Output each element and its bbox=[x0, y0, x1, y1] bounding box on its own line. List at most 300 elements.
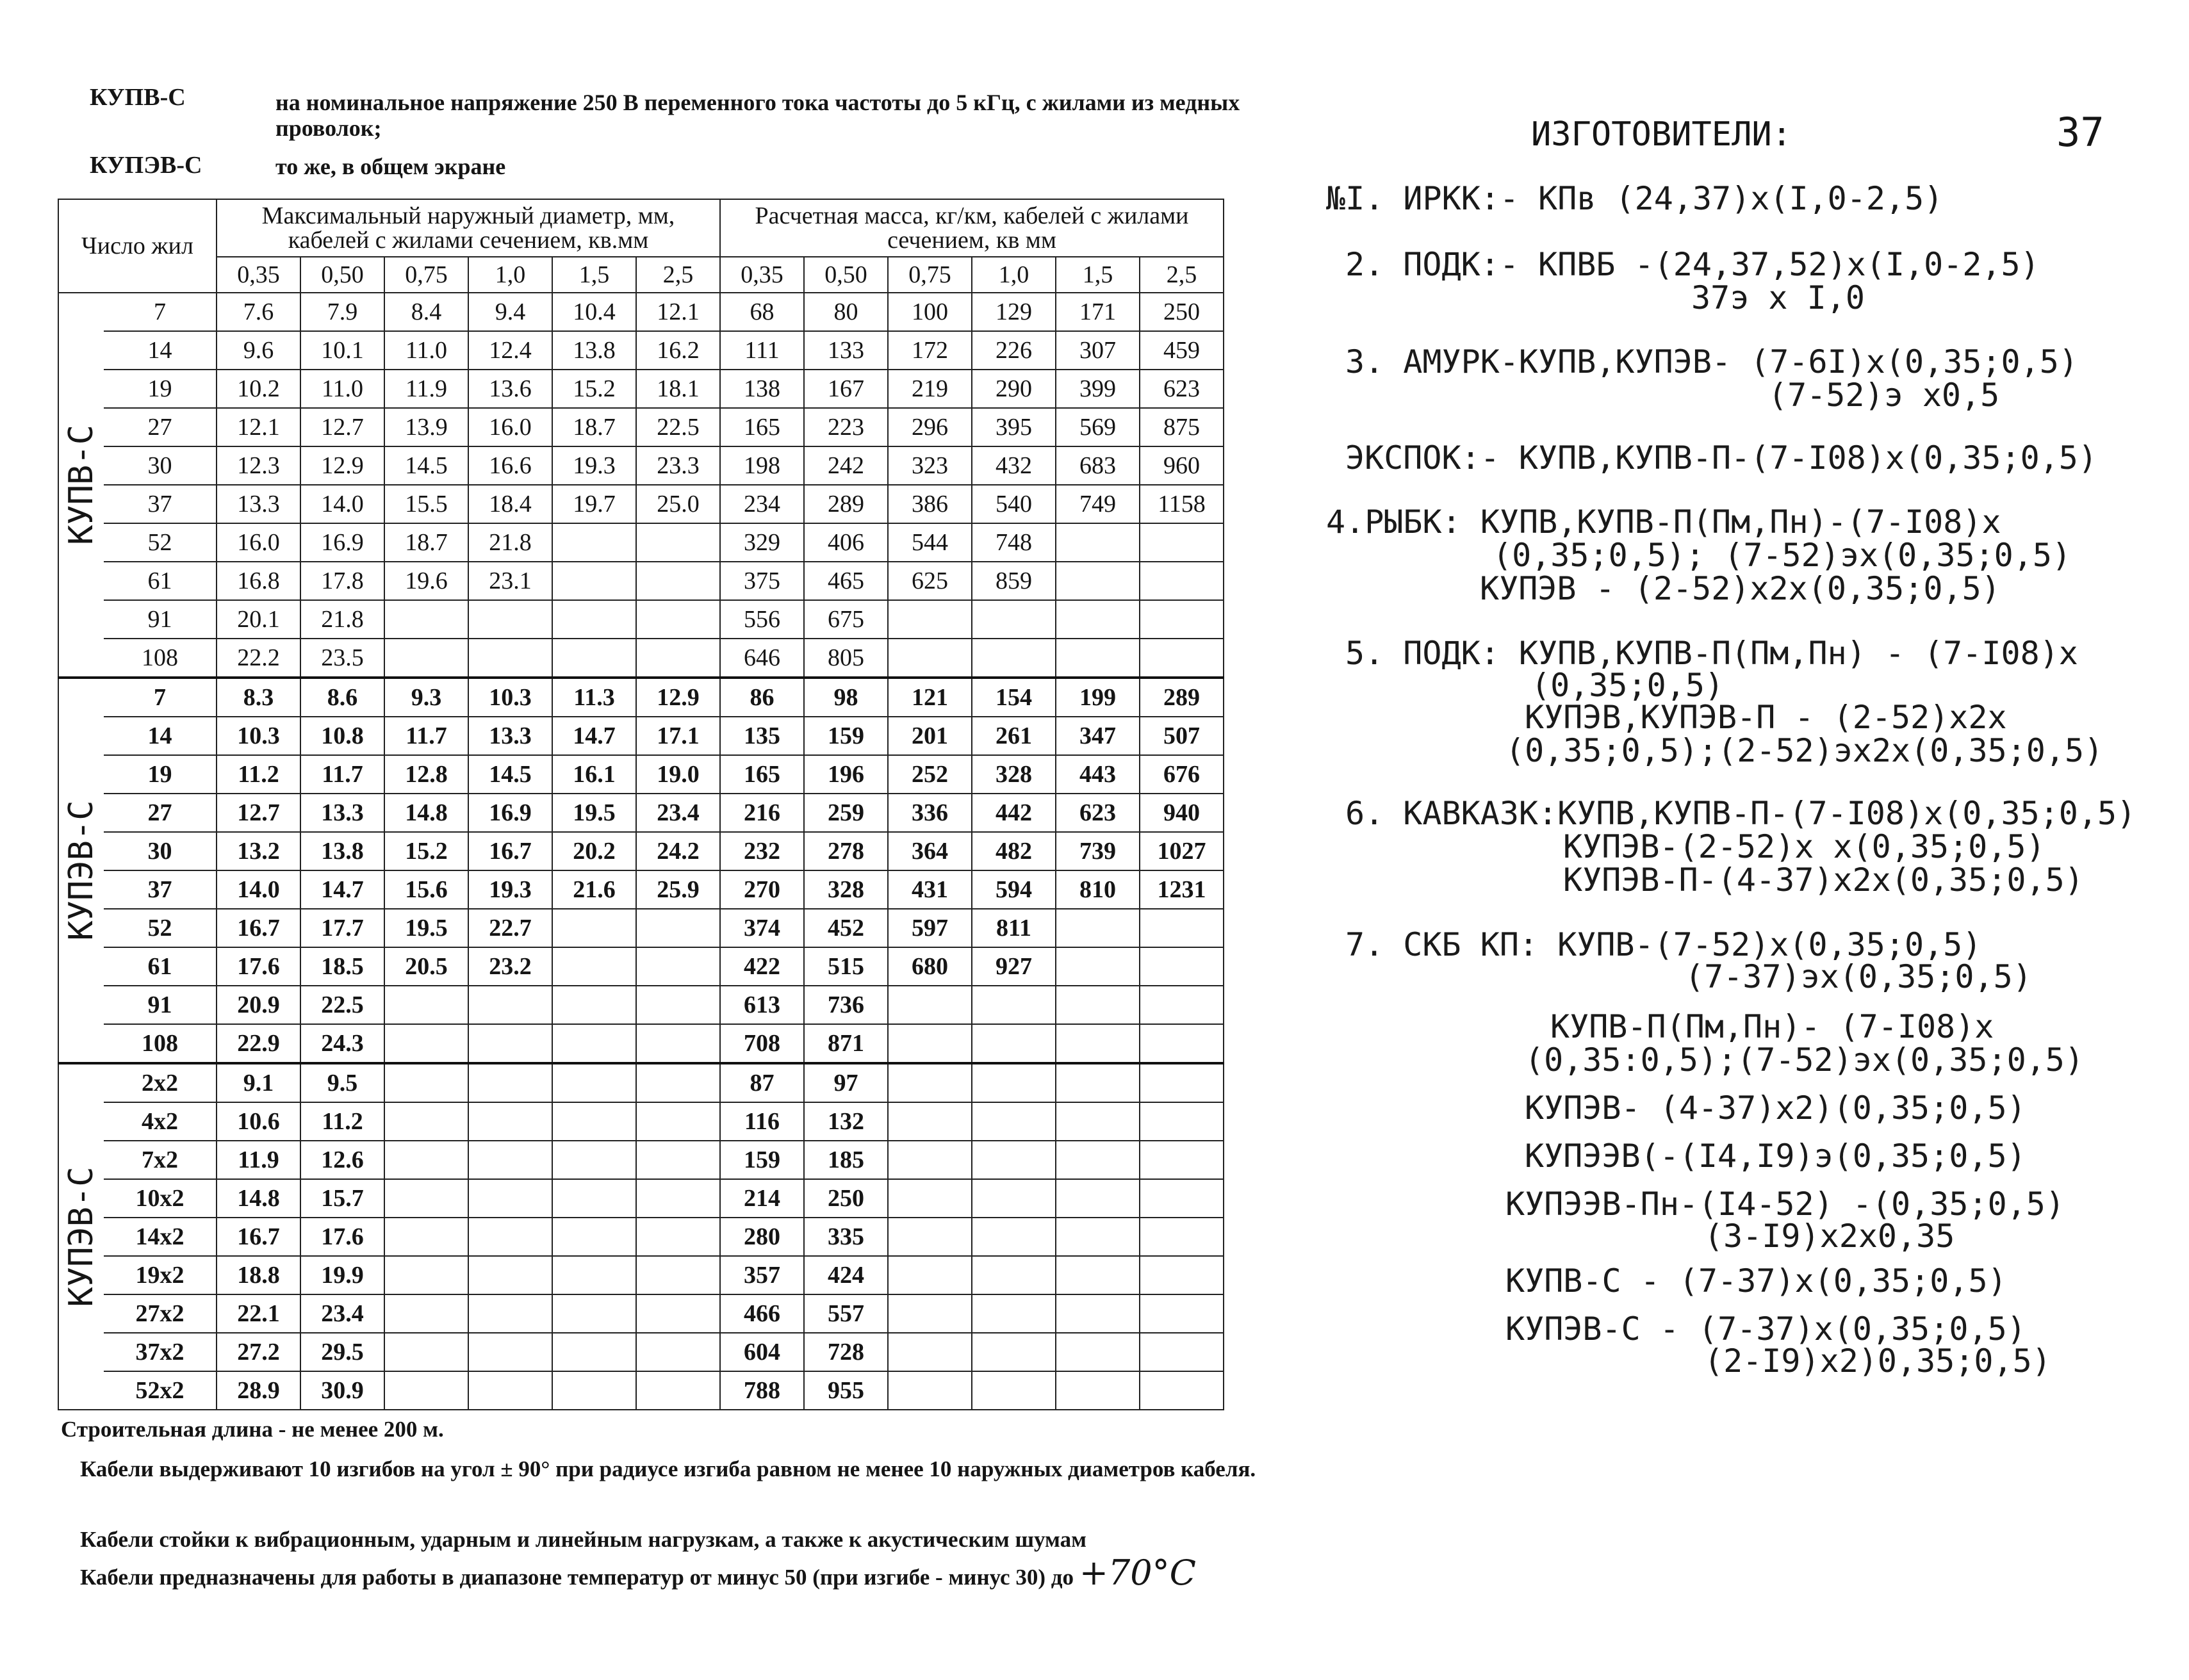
diameter-cell bbox=[636, 1218, 720, 1256]
mass-cell: 329 bbox=[720, 523, 804, 562]
section-label: КУПЭВ-С bbox=[62, 800, 101, 941]
diameter-cell: 19.3 bbox=[468, 870, 552, 909]
mfr-line-3: 37э х I,0 bbox=[1691, 279, 1865, 316]
diameter-cell: 16.7 bbox=[468, 832, 552, 870]
table-row bbox=[58, 331, 1224, 370]
diameter-cell: 15.6 bbox=[384, 870, 468, 909]
diameter-cell bbox=[468, 986, 552, 1024]
diameter-cell: 16.1 bbox=[552, 755, 636, 794]
cores-cell: 30 bbox=[104, 446, 217, 485]
diameter-cell: 16.9 bbox=[468, 794, 552, 832]
diameter-cell: 21.8 bbox=[300, 600, 384, 639]
diameter-cell: 9.1 bbox=[217, 1063, 300, 1102]
size-mass-25: 2,5 bbox=[1140, 257, 1224, 293]
section-kupev-pairs bbox=[58, 1063, 1224, 1410]
diameter-cell: 17.6 bbox=[217, 947, 300, 986]
diameter-cell bbox=[468, 1256, 552, 1294]
diameter-cell: 11.2 bbox=[217, 755, 300, 794]
table-row bbox=[58, 1256, 1224, 1294]
mass-cell bbox=[1140, 1141, 1224, 1179]
diameter-cell bbox=[552, 1218, 636, 1256]
cores-cell: 52 bbox=[104, 909, 217, 947]
mass-cell bbox=[1140, 986, 1224, 1024]
diameter-cell: 16.8 bbox=[217, 562, 300, 600]
cores-cell: 4x2 bbox=[104, 1102, 217, 1141]
diameter-cell bbox=[552, 1333, 636, 1371]
diameter-cell: 14.0 bbox=[217, 870, 300, 909]
mass-cell bbox=[1056, 1256, 1140, 1294]
diameter-cell: 11.9 bbox=[384, 370, 468, 408]
mass-cell bbox=[1140, 562, 1224, 600]
diameter-cell: 16.6 bbox=[468, 446, 552, 485]
diameter-cell: 12.4 bbox=[468, 331, 552, 370]
mass-cell: 406 bbox=[804, 523, 888, 562]
mass-cell: 399 bbox=[1056, 370, 1140, 408]
cores-cell: 14x2 bbox=[104, 1218, 217, 1256]
mass-cell bbox=[972, 986, 1056, 1024]
diameter-cell bbox=[552, 909, 636, 947]
diameter-cell: 11.3 bbox=[552, 678, 636, 717]
diameter-cell: 10.4 bbox=[552, 293, 636, 331]
diameter-cell bbox=[636, 1024, 720, 1063]
mass-cell: 290 bbox=[972, 370, 1056, 408]
mass-cell: 1231 bbox=[1140, 870, 1224, 909]
mass-cell: 250 bbox=[804, 1179, 888, 1218]
diameter-cell bbox=[384, 1179, 468, 1218]
size-mass-10: 1,0 bbox=[972, 257, 1056, 293]
diameter-cell bbox=[384, 1102, 468, 1141]
diameter-cell: 23.3 bbox=[636, 446, 720, 485]
mass-cell: 623 bbox=[1140, 370, 1224, 408]
diameter-cell bbox=[552, 1063, 636, 1102]
diameter-cell: 8.6 bbox=[300, 678, 384, 717]
diameter-cell bbox=[384, 1218, 468, 1256]
section-kupv bbox=[58, 293, 1224, 678]
mass-cell: 335 bbox=[804, 1218, 888, 1256]
mass-cell bbox=[1056, 1218, 1140, 1256]
mass-cell: 280 bbox=[720, 1218, 804, 1256]
diameter-cell bbox=[552, 1179, 636, 1218]
mass-cell bbox=[1056, 986, 1140, 1024]
mass-cell: 604 bbox=[720, 1333, 804, 1371]
diameter-cell: 19.3 bbox=[552, 446, 636, 485]
diameter-cell: 18.4 bbox=[468, 485, 552, 523]
size-diam-15: 1,5 bbox=[552, 257, 636, 293]
diameter-cell bbox=[636, 1294, 720, 1333]
mass-cell: 955 bbox=[804, 1371, 888, 1410]
mass-cell: 442 bbox=[972, 794, 1056, 832]
diameter-cell: 18.8 bbox=[217, 1256, 300, 1294]
mass-cell: 452 bbox=[804, 909, 888, 947]
mass-cell: 172 bbox=[888, 331, 972, 370]
diameter-cell bbox=[552, 1024, 636, 1063]
diameter-cell: 13.3 bbox=[468, 717, 552, 755]
mfr-line-27: (2-I9)х2)0,35;0,5) bbox=[1704, 1342, 2051, 1380]
mass-cell: 515 bbox=[804, 947, 888, 986]
mass-cell bbox=[1140, 909, 1224, 947]
diameter-cell: 21.8 bbox=[468, 523, 552, 562]
diameter-cell: 7.6 bbox=[217, 293, 300, 331]
diameter-cell: 12.3 bbox=[217, 446, 300, 485]
mass-cell bbox=[972, 1024, 1056, 1063]
mfr-line-15: КУПЭВ-(2-52)х х(0,35;0,5) bbox=[1563, 828, 2046, 865]
mass-cell: 749 bbox=[1056, 485, 1140, 523]
mass-cell: 185 bbox=[804, 1141, 888, 1179]
mass-cell: 165 bbox=[720, 755, 804, 794]
diameter-cell: 12.7 bbox=[217, 794, 300, 832]
diameter-cell: 23.5 bbox=[300, 639, 384, 678]
mass-cell bbox=[888, 1256, 972, 1294]
header-mass: Расчетная масса, кг/км, кабелей с жилами сечением, кв мм bbox=[720, 199, 1224, 257]
mfr-line-11: (0,35;0,5) bbox=[1531, 667, 1725, 704]
mfr-line-12: КУПЭВ,КУПЭВ-П - (2-52)х2х bbox=[1525, 699, 2007, 736]
diameter-cell: 13.8 bbox=[300, 832, 384, 870]
cores-cell: 19x2 bbox=[104, 1256, 217, 1294]
diameter-cell bbox=[636, 1333, 720, 1371]
mfr-line-2: 2. ПОДК:- КПВБ -(24,37,52)х(I,0-2,5) bbox=[1345, 246, 2040, 283]
mass-cell bbox=[1140, 1333, 1224, 1371]
mass-cell bbox=[888, 1141, 972, 1179]
diameter-cell: 17.7 bbox=[300, 909, 384, 947]
mass-cell bbox=[1140, 523, 1224, 562]
mass-cell bbox=[972, 1141, 1056, 1179]
mass-cell: 466 bbox=[720, 1294, 804, 1333]
size-diam-075: 0,75 bbox=[384, 257, 468, 293]
diameter-cell: 21.6 bbox=[552, 870, 636, 909]
diameter-cell: 22.9 bbox=[217, 1024, 300, 1063]
mfr-line-16: КУПЭВ-П-(4-37)х2х(0,35;0,5) bbox=[1563, 861, 2084, 899]
page-number: 37 bbox=[2056, 109, 2104, 156]
table-row bbox=[58, 639, 1224, 678]
mass-cell: 307 bbox=[1056, 331, 1140, 370]
mass-cell: 432 bbox=[972, 446, 1056, 485]
mfr-line-13: (0,35;0,5);(2-52)эх2х(0,35;0,5) bbox=[1505, 732, 2104, 769]
mass-cell: 788 bbox=[720, 1371, 804, 1410]
mass-cell: 569 bbox=[1056, 408, 1140, 446]
mass-cell: 214 bbox=[720, 1179, 804, 1218]
diameter-cell bbox=[552, 523, 636, 562]
mass-cell: 594 bbox=[972, 870, 1056, 909]
mfr-line-7: 4.РЫБК: КУПВ,КУПВ-П(Пм,Пн)-(7-I08)х bbox=[1326, 503, 2001, 541]
note-temperature-max: +70°С bbox=[1079, 1553, 1196, 1593]
diameter-cell: 19.5 bbox=[384, 909, 468, 947]
diameter-cell bbox=[468, 1294, 552, 1333]
diameter-cell bbox=[636, 986, 720, 1024]
mass-cell: 198 bbox=[720, 446, 804, 485]
mfr-line-6: ЭКСПОК:- КУПВ,КУПВ-П-(7-I08)х(0,35;0,5) bbox=[1345, 439, 2097, 477]
mass-cell bbox=[972, 1218, 1056, 1256]
diameter-cell: 14.8 bbox=[384, 794, 468, 832]
diameter-cell: 9.3 bbox=[384, 678, 468, 717]
diameter-cell: 13.3 bbox=[300, 794, 384, 832]
diameter-cell bbox=[636, 947, 720, 986]
section-label-cell bbox=[58, 1063, 104, 1410]
diameter-cell: 24.3 bbox=[300, 1024, 384, 1063]
mass-cell bbox=[1140, 1218, 1224, 1256]
diameter-cell: 9.5 bbox=[300, 1063, 384, 1102]
diameter-cell bbox=[552, 562, 636, 600]
cable-spec-table bbox=[58, 199, 1224, 1410]
mass-cell bbox=[888, 600, 972, 639]
mass-cell: 871 bbox=[804, 1024, 888, 1063]
diameter-cell: 24.2 bbox=[636, 832, 720, 870]
diameter-cell: 30.9 bbox=[300, 1371, 384, 1410]
diameter-cell bbox=[384, 1256, 468, 1294]
mass-cell: 557 bbox=[804, 1294, 888, 1333]
mass-cell: 646 bbox=[720, 639, 804, 678]
table-row bbox=[58, 1294, 1224, 1333]
mass-cell bbox=[972, 1102, 1056, 1141]
mass-cell: 683 bbox=[1056, 446, 1140, 485]
cores-cell: 37 bbox=[104, 485, 217, 523]
mass-cell: 167 bbox=[804, 370, 888, 408]
mass-cell: 482 bbox=[972, 832, 1056, 870]
mass-cell: 459 bbox=[1140, 331, 1224, 370]
mass-cell: 87 bbox=[720, 1063, 804, 1102]
diameter-cell bbox=[468, 1371, 552, 1410]
mass-cell: 121 bbox=[888, 678, 972, 717]
mass-cell: 960 bbox=[1140, 446, 1224, 485]
diameter-cell: 14.7 bbox=[552, 717, 636, 755]
diameter-cell bbox=[636, 523, 720, 562]
diameter-cell: 19.7 bbox=[552, 485, 636, 523]
mass-cell: 323 bbox=[888, 446, 972, 485]
diameter-cell bbox=[552, 1371, 636, 1410]
diameter-cell bbox=[384, 1141, 468, 1179]
cores-cell: 27x2 bbox=[104, 1294, 217, 1333]
mass-cell: 111 bbox=[720, 331, 804, 370]
mass-cell: 443 bbox=[1056, 755, 1140, 794]
mass-cell: 859 bbox=[972, 562, 1056, 600]
diameter-cell bbox=[384, 986, 468, 1024]
mass-cell bbox=[1056, 1102, 1140, 1141]
cores-cell: 27 bbox=[104, 408, 217, 446]
table-row bbox=[58, 717, 1224, 755]
mass-cell bbox=[888, 1218, 972, 1256]
header-text-kupv: на номинальное напряжение 250 В переменного тока частоты до 5 кГц, с жилами из медных проволок; bbox=[275, 90, 1240, 141]
diameter-cell: 12.8 bbox=[384, 755, 468, 794]
mass-cell: 680 bbox=[888, 947, 972, 986]
table-row bbox=[58, 1141, 1224, 1179]
cores-cell: 14 bbox=[104, 331, 217, 370]
table-row bbox=[58, 832, 1224, 870]
cores-cell: 27 bbox=[104, 794, 217, 832]
mfr-line-9: КУПЭВ - (2-52)х2х(0,35;0,5) bbox=[1480, 570, 2001, 607]
diameter-cell: 16.7 bbox=[217, 1218, 300, 1256]
diameter-cell: 11.2 bbox=[300, 1102, 384, 1141]
diameter-cell bbox=[384, 639, 468, 678]
diameter-cell: 12.9 bbox=[300, 446, 384, 485]
mass-cell bbox=[972, 1179, 1056, 1218]
mass-cell: 289 bbox=[1140, 678, 1224, 717]
size-diam-25: 2,5 bbox=[636, 257, 720, 293]
note-vibration: Кабели стойки к вибрационным, ударным и линейным нагрузкам, а также к акустическим шумам bbox=[80, 1527, 1086, 1552]
diameter-cell bbox=[468, 1179, 552, 1218]
mass-cell bbox=[972, 1256, 1056, 1294]
mass-cell bbox=[1140, 1179, 1224, 1218]
diameter-cell: 17.8 bbox=[300, 562, 384, 600]
mfr-line-5: (7-52)э х0,5 bbox=[1768, 377, 2000, 414]
diameter-cell: 15.7 bbox=[300, 1179, 384, 1218]
diameter-cell bbox=[468, 1218, 552, 1256]
mfr-line-1: №I. ИРКК:- КПв (24,37)х(I,0-2,5) bbox=[1326, 180, 1944, 217]
mass-cell bbox=[888, 986, 972, 1024]
cores-cell: 19 bbox=[104, 755, 217, 794]
size-diam-050: 0,50 bbox=[300, 257, 384, 293]
mass-cell bbox=[888, 1333, 972, 1371]
cores-cell: 2x2 bbox=[104, 1063, 217, 1102]
mass-cell: 811 bbox=[972, 909, 1056, 947]
mass-cell bbox=[1056, 947, 1140, 986]
mass-cell: 278 bbox=[804, 832, 888, 870]
mass-cell bbox=[972, 1371, 1056, 1410]
diameter-cell: 18.7 bbox=[384, 523, 468, 562]
diameter-cell bbox=[636, 1102, 720, 1141]
mass-cell: 395 bbox=[972, 408, 1056, 446]
mass-cell: 739 bbox=[1056, 832, 1140, 870]
diameter-cell bbox=[468, 1024, 552, 1063]
diameter-cell: 7.9 bbox=[300, 293, 384, 331]
diameter-cell: 11.0 bbox=[300, 370, 384, 408]
mass-cell bbox=[888, 1102, 972, 1141]
mass-cell: 133 bbox=[804, 331, 888, 370]
diameter-cell: 13.9 bbox=[384, 408, 468, 446]
cores-cell: 30 bbox=[104, 832, 217, 870]
mass-cell bbox=[888, 1294, 972, 1333]
diameter-cell: 22.7 bbox=[468, 909, 552, 947]
diameter-cell bbox=[468, 1102, 552, 1141]
diameter-cell: 23.1 bbox=[468, 562, 552, 600]
diameter-cell bbox=[636, 1256, 720, 1294]
mfr-line-20: (0,35:0,5);(7-52)эх(0,35;0,5) bbox=[1525, 1041, 2084, 1079]
mass-cell bbox=[1140, 639, 1224, 678]
table-row bbox=[58, 678, 1224, 717]
diameter-cell: 8.3 bbox=[217, 678, 300, 717]
diameter-cell bbox=[552, 1141, 636, 1179]
mfr-line-17: 7. СКБ КП: КУПВ-(7-52)х(0,35;0,5) bbox=[1345, 926, 1982, 963]
diameter-cell: 16.2 bbox=[636, 331, 720, 370]
mass-cell: 159 bbox=[804, 717, 888, 755]
mass-cell: 676 bbox=[1140, 755, 1224, 794]
diameter-cell bbox=[384, 1063, 468, 1102]
diameter-cell: 19.0 bbox=[636, 755, 720, 794]
note-bending: Кабели выдерживают 10 изгибов на угол ± 90° при радиусе изгиба равном не менее 10 наружных диаметров кабеля. bbox=[80, 1456, 1256, 1481]
mass-cell: 199 bbox=[1056, 678, 1140, 717]
mass-cell: 196 bbox=[804, 755, 888, 794]
mass-cell bbox=[972, 1294, 1056, 1333]
mass-cell: 347 bbox=[1056, 717, 1140, 755]
mass-cell bbox=[1056, 1179, 1140, 1218]
mass-cell: 708 bbox=[720, 1024, 804, 1063]
diameter-cell bbox=[636, 562, 720, 600]
mfr-line-14: 6. КАВКАЗК:КУПВ,КУПВ-П-(7-I08)х(0,35;0,5) bbox=[1345, 795, 2136, 832]
mass-cell: 132 bbox=[804, 1102, 888, 1141]
mass-cell bbox=[888, 1371, 972, 1410]
mass-cell: 154 bbox=[972, 678, 1056, 717]
mass-cell: 431 bbox=[888, 870, 972, 909]
diameter-cell: 16.7 bbox=[217, 909, 300, 947]
table-row bbox=[58, 293, 1224, 331]
mass-cell: 259 bbox=[804, 794, 888, 832]
size-mass-035: 0,35 bbox=[720, 257, 804, 293]
mass-cell bbox=[1056, 1063, 1140, 1102]
section-label: КУПВ-С bbox=[62, 425, 101, 545]
cores-cell: 37x2 bbox=[104, 1333, 217, 1371]
header-cores: Число жил bbox=[58, 199, 217, 293]
diameter-cell: 15.2 bbox=[552, 370, 636, 408]
mass-cell: 625 bbox=[888, 562, 972, 600]
diameter-cell: 10.6 bbox=[217, 1102, 300, 1141]
mass-cell bbox=[1056, 523, 1140, 562]
diameter-cell: 13.2 bbox=[217, 832, 300, 870]
diameter-cell: 10.1 bbox=[300, 331, 384, 370]
size-mass-075: 0,75 bbox=[888, 257, 972, 293]
diameter-cell: 12.7 bbox=[300, 408, 384, 446]
mfr-line-8: (0,35;0,5); (7-52)эх(0,35;0,5) bbox=[1493, 537, 2072, 574]
diameter-cell bbox=[552, 986, 636, 1024]
diameter-cell: 14.5 bbox=[468, 755, 552, 794]
diameter-cell bbox=[384, 1333, 468, 1371]
cores-cell: 61 bbox=[104, 562, 217, 600]
diameter-cell bbox=[468, 1333, 552, 1371]
diameter-cell: 8.4 bbox=[384, 293, 468, 331]
diameter-cell: 22.2 bbox=[217, 639, 300, 678]
table-row bbox=[58, 794, 1224, 832]
table-row bbox=[58, 408, 1224, 446]
cores-cell: 91 bbox=[104, 986, 217, 1024]
header-code-kupev: КУПЭВ-С bbox=[90, 152, 202, 179]
diameter-cell: 23.4 bbox=[636, 794, 720, 832]
mfr-line-4: 3. АМУРК-КУПВ,КУПЭВ- (7-6I)х(0,35;0,5) bbox=[1345, 343, 2078, 380]
mfr-line-21: КУПЭВ- (4-37)х2)(0,35;0,5) bbox=[1525, 1089, 2026, 1127]
mass-cell: 165 bbox=[720, 408, 804, 446]
cores-cell: 37 bbox=[104, 870, 217, 909]
mass-cell bbox=[1056, 1294, 1140, 1333]
header-diameter: Максимальный наружный диаметр, мм, кабелей с жилами сечением, кв.мм bbox=[217, 199, 720, 257]
mass-cell: 728 bbox=[804, 1333, 888, 1371]
mass-cell: 270 bbox=[720, 870, 804, 909]
cores-cell: 7x2 bbox=[104, 1141, 217, 1179]
mass-cell: 116 bbox=[720, 1102, 804, 1141]
size-mass-15: 1,5 bbox=[1056, 257, 1140, 293]
mass-cell: 328 bbox=[972, 755, 1056, 794]
mass-cell: 296 bbox=[888, 408, 972, 446]
mass-cell: 675 bbox=[804, 600, 888, 639]
diameter-cell: 14.7 bbox=[300, 870, 384, 909]
diameter-cell: 15.5 bbox=[384, 485, 468, 523]
mass-cell bbox=[972, 1063, 1056, 1102]
note-temperature bbox=[80, 1553, 1361, 1593]
diameter-cell bbox=[636, 1141, 720, 1179]
mass-cell: 86 bbox=[720, 678, 804, 717]
mass-cell: 201 bbox=[888, 717, 972, 755]
diameter-cell: 13.3 bbox=[217, 485, 300, 523]
cores-cell: 91 bbox=[104, 600, 217, 639]
diameter-cell: 14.5 bbox=[384, 446, 468, 485]
diameter-cell bbox=[636, 600, 720, 639]
diameter-cell: 14.8 bbox=[217, 1179, 300, 1218]
mfr-line-22: КУПЭЭВ(-(I4,I9)э(0,35;0,5) bbox=[1525, 1138, 2026, 1175]
size-diam-10: 1,0 bbox=[468, 257, 552, 293]
table-row bbox=[58, 1218, 1224, 1256]
mfr-line-18: (7-37)эх(0,35;0,5) bbox=[1685, 958, 2032, 995]
diameter-cell: 20.1 bbox=[217, 600, 300, 639]
diameter-cell: 20.5 bbox=[384, 947, 468, 986]
diameter-cell bbox=[636, 1063, 720, 1102]
diameter-cell: 13.6 bbox=[468, 370, 552, 408]
table-row bbox=[58, 446, 1224, 485]
mfr-line-23: КУПЭЭВ-Пн-(I4-52) -(0,35;0,5) bbox=[1505, 1186, 2065, 1223]
